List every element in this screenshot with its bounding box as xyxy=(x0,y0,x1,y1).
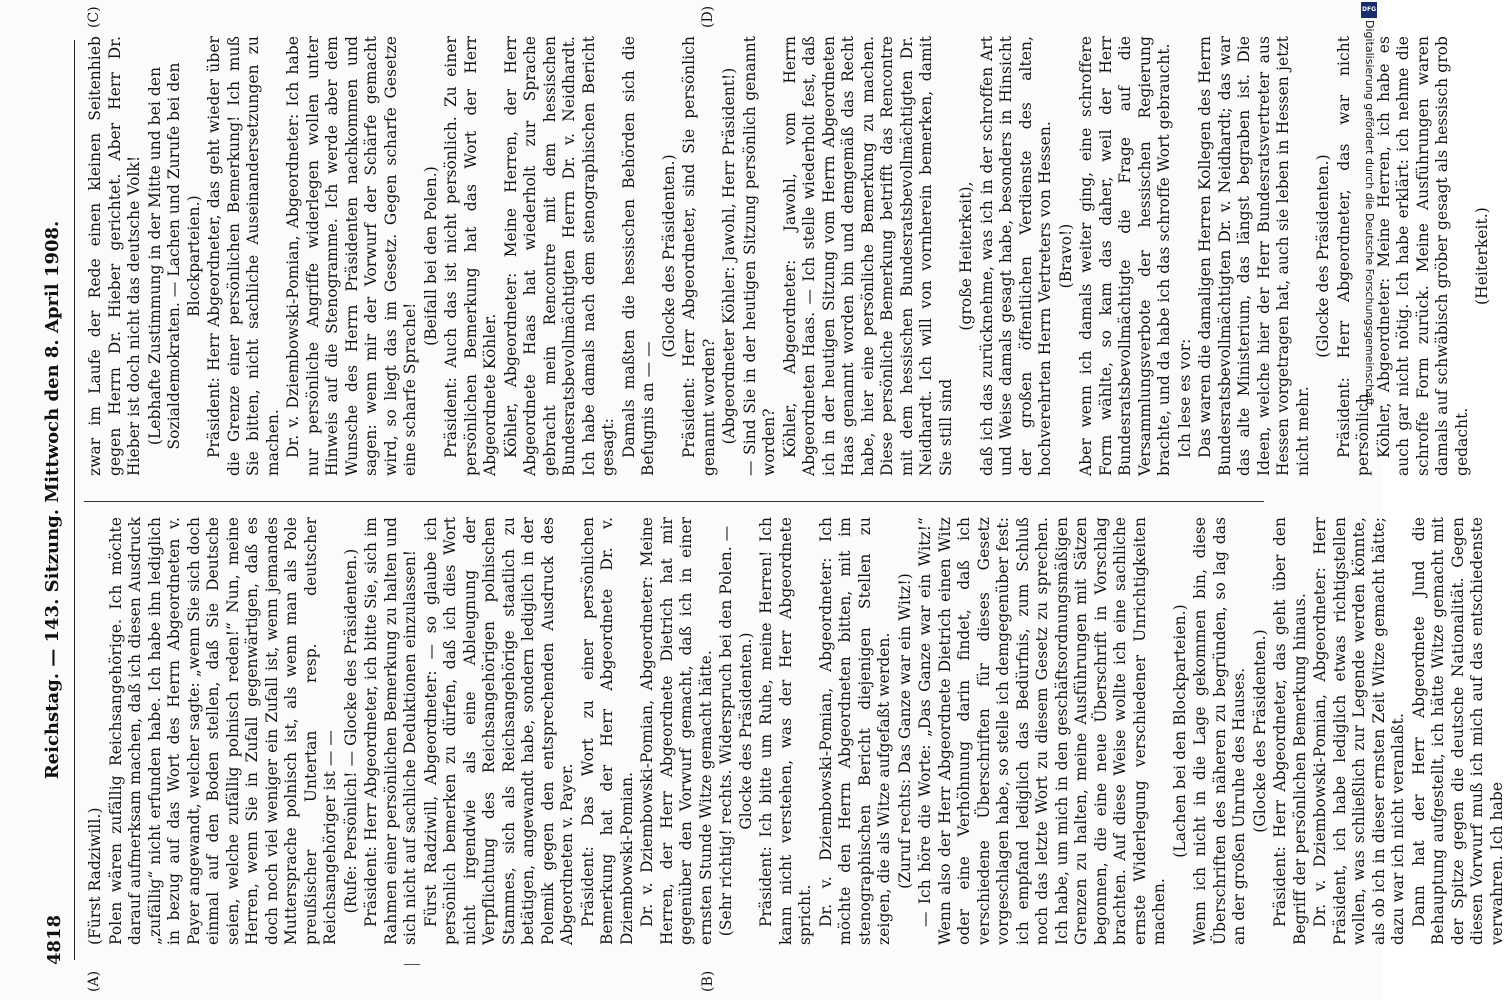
paragraph: Präsident: Herr Abgeordneter, das geht über den Begriff der persönlichen Bemerkung hinaus. xyxy=(1271,517,1309,945)
paragraph: daß ich das zurücknehme, was ich in der schroffen Art und Weise damals gesagt habe, besonders in Hinsicht der großen öffentlichen Verdienste des alten, hochverehrten Herrn Vertreters von Hessen. xyxy=(977,36,1054,476)
paragraph: Präsident: Herr Abgeordneter, das geht wieder über die Grenze einer persönlichen Bemerkung! Ich muß Sie bitten, nicht sachliche Auseinandersetzungen zu machen. xyxy=(205,36,282,476)
interjection: (Zuruf rechts: Das Ganze war ein Witz!) xyxy=(895,573,914,889)
interjection: (Abgeordneter Köhler: Jawohl, Herr Präsident!) xyxy=(720,67,738,445)
quotation: Das waren die damaligen Herren Kollegen des Herrn Bundesratsbevollmächtigten Dr. v. Neidhardt; das war das alte Ministerium, das längst begraben ist. Die Ideen, welche hier der Herr Bundesratsvertreter aus Hessen vorgetragen hat, auch sie leben in Hessen jetzt nicht mehr. xyxy=(1196,36,1312,476)
interjection: (Heiterkeit.) xyxy=(1473,207,1491,305)
header-rule xyxy=(74,40,75,960)
right-column xyxy=(86,36,1494,476)
paragraph: Fürst Radziwill, Abgeordneter: — so glaube ich persönlich bemerken zu dürfen, daß ich dies Wort nicht irgendwie als eine Ableugnung der Verpflichtung des Reichsangehörigen polnischen Stammes, sich als Reichsangehörige staatlich zu betätigen, angewandt habe, sondern lediglich in der Polemik gegen den entsprechenden Ausdruck des Abgeordneten v. Payer. xyxy=(421,517,576,945)
paragraph: Dann hat der Herr Abgeordnete Jund die Behauptung aufgestellt, ich hätte Witze gemacht mit der Spitze gegen die deutsche Nationalität. Gegen diesen Vorwurf muß ich mich auf das entschiedenste verwahren. Ich habe xyxy=(1409,517,1506,945)
page-title: Reichstag. — 143. Sitzung. Mittwoch den 8. April 1908. xyxy=(42,220,63,780)
digitization-note: Digitalisierung gefördert durch die Deutsche Forschungsgemeinschaft xyxy=(1363,20,1376,406)
paragraph: (Fürst Radziwill.) xyxy=(86,807,104,945)
column-divider xyxy=(84,501,1264,502)
margin-marker-c: (C) xyxy=(86,6,102,28)
paragraph: Wenn ich nicht in die Lage gekommen bin, diese Überschriften des näheren zu begründen, so lag das an der großen Unruhe des Hauses. xyxy=(1191,517,1248,945)
paragraph: Präsident: Herr Abgeordneter, sind Sie persönlich genannt worden? xyxy=(680,36,718,476)
margin-marker-a: (A) xyxy=(86,970,102,992)
paragraph: Ich lese es vor: xyxy=(1175,338,1194,458)
interjection: (Lachen bei den Blockparteien.) xyxy=(1170,604,1189,858)
page-number: 4818 xyxy=(44,914,65,965)
interjection: (Bravo!) xyxy=(1056,223,1075,289)
paragraph: Köhler, Abgeordneter: Meine Herren, ich habe es auch gar nicht nötig. Ich habe erklärt: ich nehme die schroffe Form zurück. Meine Ausführungen waren damals auf schwäbisch gröber gesagt als hessisch grob gedacht. xyxy=(1374,36,1471,476)
paragraph: Aber wenn ich damals weiter ging, eine schroffere Form wählte, so kam das daher, weil der Herr Bundesratsbevollmächtigte die Frage auf die Versammlungsverbote der hessischen Regierung brachte, und da habe ich das schroffe Wort gebraucht. xyxy=(1077,36,1173,476)
paragraph: Dr. v. Dziembowski-Pomian, Abgeordneter: Ich habe nur persönliche Angriffe widerlegen wollen unter Hinweis auf die Stenogramme. Ich werde aber dem Wunsche des Herrn Präsidenten nachkommen und sagen: wenn mir der Vorwurf der Schärfe gemacht wird, so liegt das im Gesetz. Gegen scharfe Gesetze eine scharfe Sprache! xyxy=(284,36,419,476)
interjection: (Beifall bei den Polen.) xyxy=(421,166,440,346)
page-header xyxy=(40,35,70,965)
paragraph: Präsident: Herr Abgeordneter, ich bitte Sie, sich im Rahmen einer persönlichen Bemerkung zu halten und sich nicht auf sachliche Deduktionen einzulassen! xyxy=(362,517,419,945)
paragraph: Präsident: Ich bitte um Ruhe, meine Herren! Ich kann nicht verstehen, was der Herr Abgeordnete spricht. xyxy=(757,517,814,945)
interjection: (Glocke des Präsidenten.) xyxy=(1250,629,1269,833)
margin-marker-d: (D) xyxy=(700,5,716,28)
interjection: (Glocke des Präsidenten.) xyxy=(659,154,678,358)
paragraph: Dr. v. Dziembowski-Pomian, Abgeordneter: Ich möchte den Herrn Abgeordneten bitten, mit im stenographischen Bericht diejenigen Stellen zu zeigen, die als Witze aufgefaßt werden. xyxy=(816,517,893,945)
interjection: (Rufe: Persönlich! — Glocke des Präsidenten.) xyxy=(341,548,360,914)
interjection: (Glocke des Präsidenten.) xyxy=(1314,154,1332,358)
interjection: (Lebhafte Zustimmung in der Mitte und bei den Sozialdemokraten. — Lachen und Zurufe bei den Blockparteien.) xyxy=(145,62,203,450)
paragraph: Präsident: Auch das ist nicht persönlich. Zu einer persönlichen Bemerkung hat das Wort der Herr Abgeordnete Köhler. xyxy=(442,36,499,476)
paragraph: Präsident: Herr Abgeordneter, das war nicht persönlich. xyxy=(1334,36,1372,476)
paragraph: Köhler, Abgeordneter: Meine Herren, der Herr Abgeordnete Haas hat wiederholt zur Sprache gebracht mein Rencontre mit dem hessischen Bundesratsbevollmächtigten Herrn Dr. v. Neidhardt. Ich habe damals nach dem stenographischen Bericht gesagt: xyxy=(501,36,617,476)
paragraph: Polen wären zufällig Reichsangehörige. Ich möchte darauf aufmerksam machen, daß ich diesen Ausdruck „zufällig“ nicht erfunden habe. Ich habe ihn lediglich in bezug auf das Wort des Herrn Abgeordneten v. Payer angewandt, welcher sagte: „wenn Sie sich doch einmal auf den Boden stellen, daß Sie Deutsche seien, welche zufällig polnisch reden!“ Nun, meine Herren, wenn Sie in Zufall gegenwärtigen, daß es doch noch viel weniger ein Zufall ist, wenn jemandes Muttersprache polnisch ist, als wenn man als Pole preußischer Untertan resp. deutscher Reichsangehöriger ist — — xyxy=(106,517,339,945)
margin-marker-b: (B) xyxy=(700,970,716,992)
dfg-logo: DFG xyxy=(1361,2,1377,18)
paragraph: — Sind Sie in der heutigen Sitzung persönlich genannt worden? xyxy=(740,36,778,476)
paragraph: Dr. v. Dziembowski-Pomian, Abgeordneter: Herr Präsident, ich habe lediglich etwas richtigstellen wollen, was schließlich zur Legende werden könnte, als ob ich in dieser ernsten Zeit Witze gemacht hätte; dazu war ich nicht veranlaßt. xyxy=(1311,517,1407,945)
quotation: Damals maßten die hessischen Behörden sich die Befugnis an — — xyxy=(619,36,657,476)
interjection: (Sehr richtig! rechts. Widerspruch bei den Polen. — Glocke des Präsidenten.) xyxy=(717,525,755,937)
paragraph: Präsident: Das Wort zu einer persönlichen Bemerkung hat der Herr Abgeordnete Dr. v. Dziembowski-Pomian. xyxy=(578,517,636,945)
left-column xyxy=(86,517,1508,945)
interjection: (große Heiterkeit), xyxy=(957,181,975,331)
paragraph: Dr. v. Dziembowski-Pomian, Abgeordneter: Meine Herren, der Herr Abgeordnete Dietrich hat mir gegenüber den Vorwurf gemacht, daß ich in einer ernsten Stunde Witze gemacht hätte. xyxy=(638,517,715,945)
margin-tick xyxy=(404,964,420,965)
paragraph: Köhler, Abgeordneter: Jawohl, vom Herrn Abgeordneten Haas. — Ich stelle wiederholt fest, daß ich in der heutigen Sitzung vom Herrn Abgeordneten Haas genannt worden bin und demgemäß das Recht habe, hier eine persönliche Bemerkung zu machen. Diese persönliche Bemerkung betrifft das Rencontre mit dem hessischen Bundesratsbevollmächtigten Dr. Neidhardt. Ich will von vornherein bemerken, damit Sie still sind xyxy=(780,36,955,476)
paragraph: zwar im Laufe der Rede einen kleinen Seitenhieb gegen Herrn Dr. Hieber gerichtet. Aber Herr Dr. Hieber ist doch nicht das deutsche Volk! xyxy=(86,36,143,476)
paragraph: — Ich höre die Worte: „Das Ganze war ein Witz!“ Wenn also der Herr Abgeordnete Dietrich einen Witz oder eine Verhöhnung darin findet, daß ich verschiedene Überschriften für dieses Gesetz vorgeschlagen habe, so stelle ich demgegenüber fest: ich empfand lediglich das Bedürfnis, zum Schluß noch das letzte Wort zu diesem Gesetz zu sprechen. Ich habe, um mich in den geschäftsordnungsmäßigen Grenzen zu halten, meine Ausführungen mit Sätzen begonnen, die eine neue Überschrift in Vorschlag brachten. Auf diese Weise wollte ich eine sachliche ernste Widerlegung verschiedener Unrichtigkeiten machen. xyxy=(916,517,1168,945)
